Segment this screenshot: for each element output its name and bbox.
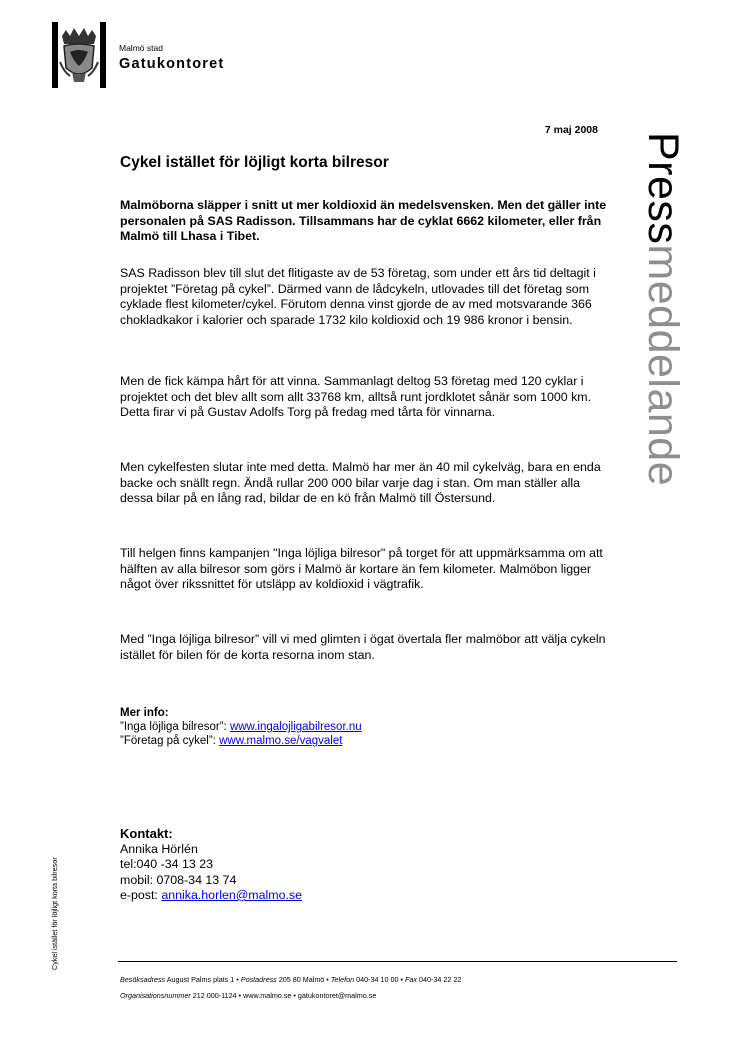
footer-divider bbox=[118, 961, 677, 962]
contact-email-link[interactable]: annika.horlen@malmo.se bbox=[161, 888, 303, 902]
footer-visit-value: August Palms plats 1 bbox=[165, 975, 235, 984]
more-info-label: Mer info: bbox=[120, 707, 169, 719]
vagvalet-link[interactable]: www.malmo.se/vagvalet bbox=[219, 735, 343, 747]
body-paragraph: Men cykelfesten slutar inte med detta. Malmö har mer än 40 mil cykelväg, bara en enda backe och snällt regn. Ändå rullar 200 000 bilar varje dag i stan. Om man ställer alla dessa bilar på en lång rad, bildar de en kö från Malmö till Östersund. bbox=[120, 460, 601, 505]
ingalojligabilresor-link[interactable]: www.ingalojligabilresor.nu bbox=[229, 721, 362, 733]
footer-address-line bbox=[120, 975, 461, 984]
footer-website: www.malmo.se bbox=[243, 991, 292, 1000]
contact-email-prefix: e-post: bbox=[120, 888, 162, 902]
side-caption: Cykel istället för löjligt korta bilresor bbox=[50, 857, 59, 970]
body-paragraph: Till helgen finns kampanjen "Inga löjliga bilresor" på torget för att uppmärksamma om att hälften av alla bilresor som görs i Malmö är kortare än fem kilometer. Malmöbon ligger något över rikssnittet för utsläpp av koldioxid i vägtrafik. bbox=[120, 546, 603, 591]
vertical-label-first: Press bbox=[639, 132, 687, 245]
footer-separator: • bbox=[398, 975, 406, 984]
footer-visit-label: Besöksadress bbox=[120, 975, 166, 984]
body-paragraph: Men de fick kämpa hårt för att vinna. Sammanlagt deltog 53 företag med 120 cyklar i projektet och det blev allt som allt 33768 km, alltså runt jordklotet sånär som 1000 km. Detta firar vi på Gustav Adolfs Torg på fredag med tårta för vinnarna. bbox=[120, 374, 592, 419]
footer-orgnr-value: 212 000-1124 bbox=[190, 991, 237, 1000]
footer-separator: • bbox=[324, 975, 331, 984]
org-name: Gatukontoret bbox=[119, 56, 225, 72]
vertical-label-rest: meddelande bbox=[639, 244, 687, 487]
footer-email: gatukontoret@malmo.se bbox=[297, 991, 377, 1000]
contact-label: Kontakt: bbox=[120, 826, 173, 841]
more-info-section bbox=[120, 706, 362, 748]
contact-name: Annika Hörlén bbox=[120, 841, 198, 856]
contact-mobile: mobil: 0708-34 13 74 bbox=[120, 872, 237, 887]
contact-section bbox=[120, 826, 302, 904]
footer-postal-value: 205 80 Malmö bbox=[276, 975, 325, 984]
footer-separator: • bbox=[234, 975, 241, 984]
footer-orgnr-label: Organisationsnummer bbox=[120, 991, 191, 1000]
info-link-row bbox=[120, 734, 362, 748]
body-paragraph: Med ”Inga löjliga bilresor” vill vi med glimten i ögat övertala fler malmöbor att välja cykeln istället för bilen för de korta resorna inom stan. bbox=[120, 632, 606, 662]
lead-paragraph: Malmöborna släpper i snitt ut mer koldioxid än medelsvensken. Men det gäller inte personalen på SAS Radisson. Tillsammans har de cyklat 6662 kilometer, eller från Malmö till Lhasa i Tibet. bbox=[120, 198, 607, 243]
footer-fax-label: Fax bbox=[405, 975, 418, 984]
info-link-row bbox=[120, 720, 362, 734]
footer-phone-value: 040-34 10 00 bbox=[354, 975, 399, 984]
footer-separator: • bbox=[291, 991, 298, 1000]
page-title: Cykel istället för löjligt korta bilresor bbox=[120, 154, 389, 171]
contact-tel: tel:040 -34 13 23 bbox=[120, 857, 214, 871]
footer-org-line bbox=[120, 991, 376, 1000]
info-link-prefix: ”Företag på cykel”: bbox=[120, 735, 220, 747]
footer-separator: • bbox=[236, 991, 244, 1000]
pressmeddelande-vertical-label bbox=[632, 132, 694, 487]
footer-phone-label: Telefon bbox=[330, 975, 355, 984]
footer-fax-value: 040-34 22 22 bbox=[417, 975, 462, 984]
info-link-prefix: ”Inga löjliga bilresor”: bbox=[120, 721, 230, 733]
contact-email-row bbox=[120, 888, 302, 904]
malmo-coat-of-arms-icon bbox=[52, 22, 106, 88]
footer-postal-label: Postadress bbox=[240, 975, 277, 984]
body-paragraph: SAS Radisson blev till slut det flitigaste av de 53 företag, som under ett års tid deltagit i projektet ”Företag på cykel”. Därmed vann de lådcykeln, utlovades till det företag som cyklade flest kilometer/cykel. Förutom denna vinst gjorde de av med motsvarande 366 chokladkakor i kalorier och sparade 1732 kilo koldioxid och 19 986 kronor i bensin. bbox=[120, 266, 596, 327]
release-date: 7 maj 2008 bbox=[544, 124, 598, 136]
org-small-name: Malmö stad bbox=[119, 43, 163, 53]
